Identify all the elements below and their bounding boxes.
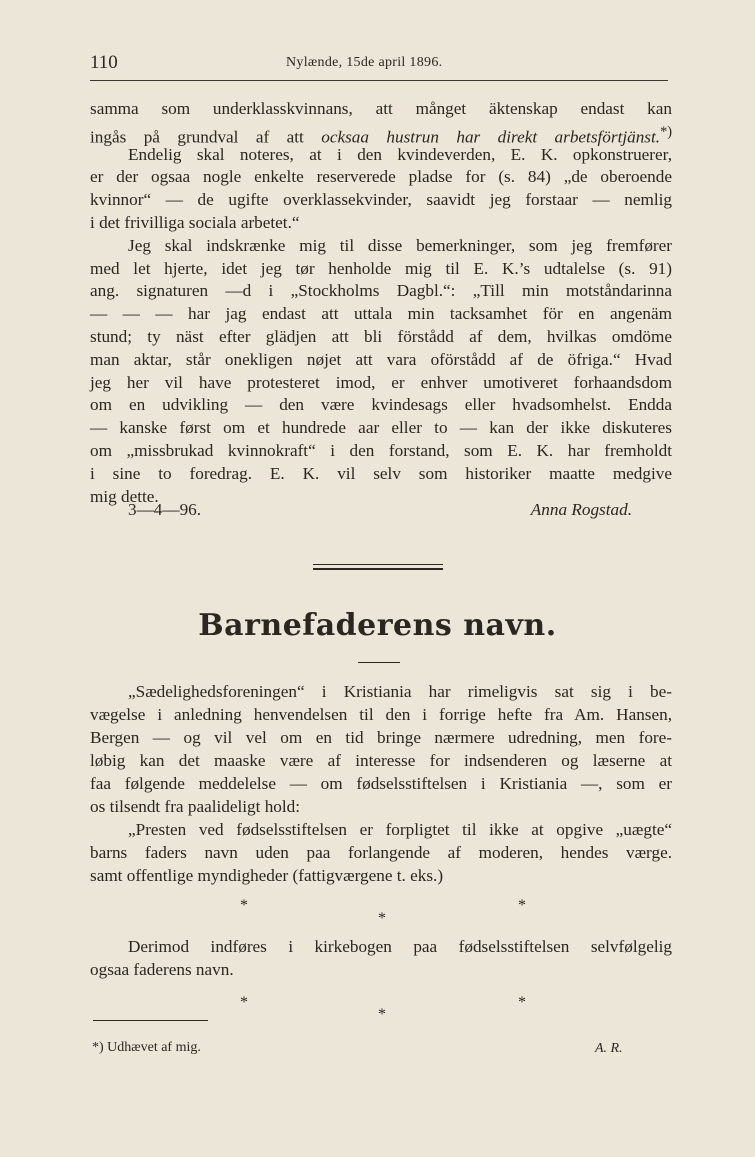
text-line: kvinnor“ — de ugifte overklassekvinder, saavidt jeg forstaar — nemlig — [90, 190, 672, 210]
footnote-rule — [93, 1020, 208, 1021]
text-line: — — — har jag endast att uttala min tacksamhet för en angenäm — [90, 304, 672, 324]
article-1-body — [90, 98, 672, 508]
text-line: i det frivilliga sociala arbetet.“ — [90, 212, 300, 232]
text-line: ang. signaturen —d i „Stockholms Dagbl.“: „Till min motståndarinna — [90, 281, 672, 301]
section-divider-thick — [313, 568, 443, 570]
text-line: Bergen — og vil vel om en tid bringe nærmere udredning, men fore- — [90, 728, 672, 747]
text-line: — kanske først om et hundrede aar eller to — kan der ikke diskuteres — [90, 418, 672, 438]
footnote-text: *) Udhævet af mig. — [92, 1040, 201, 1055]
title-rule — [358, 662, 400, 663]
text-line: stund; ty näst efter glädjen att bli förstådd af dem, hvilkas omdöme — [90, 326, 672, 346]
text-line: „Presten ved fødselsstiftelsen er forpligtet til ikke at opgive „uægte“ — [128, 820, 672, 839]
text-line: samma som underklasskvinnans, att månget äktenskap endast kan — [90, 99, 672, 118]
text-line: om „missbrukad kvinnokraft“ i den forstand, som E. K. har fremholdt — [90, 440, 672, 460]
footnote-signature: A. R. — [595, 1041, 623, 1056]
asterism-star: * — [518, 994, 526, 1011]
text-line: „Sædelighedsforeningen“ i Kristiania har rimeligvis sat sig i be- — [128, 682, 672, 701]
asterism-star: * — [240, 897, 248, 914]
emphasis-text: ocksaa hustrun har direkt arbetsförtjänst. — [321, 127, 661, 147]
page-number: 110 — [90, 52, 118, 73]
article-2-body — [90, 680, 672, 887]
text-line: Jeg skal indskrænke mig til disse bemerkninger, som jeg fremfører — [128, 235, 672, 255]
text-line: os tilsendt fra paalideligt hold: — [90, 797, 301, 816]
article-date: 3—4—96. — [128, 500, 202, 519]
text-line: er der ogsaa nogle enkelte reserverede pladse for (s. 84) „de oberoende — [90, 167, 672, 187]
text-line: Derimod indføres i kirkebogen paa fødselsstiftelsen selvfølgelig — [128, 937, 672, 956]
text-line: man aktar, står onekligen nøjet att vara oförstådd af de öfriga.“ Hvad — [90, 349, 672, 369]
text-line: ogsaa faderens navn. — [90, 960, 234, 979]
asterism-star: * — [378, 1006, 386, 1023]
text-line: samt offentlige myndigheder (fattigværgene t. eks.) — [90, 866, 444, 885]
running-title: Nylænde, 15de april 1896. — [286, 55, 443, 70]
text-line: om en udvikling — den være kvindesags eller hvadsomhelst. Endda — [90, 395, 672, 415]
text-line: vægelse i anledning henvendelsen til den i forrige hefte fra Am. Hansen, — [90, 705, 672, 724]
header-rule — [90, 80, 668, 81]
section-divider — [313, 564, 443, 565]
text-line: Endelig skal noteres, at i den kvindeverden, E. K. opkonstruerer, — [128, 144, 672, 164]
text-line: mig dette. — [90, 486, 159, 506]
author-signature: Anna Rogstad. — [530, 500, 632, 519]
asterism-star: * — [518, 897, 526, 914]
asterism-star: * — [378, 910, 386, 927]
text-line: faa følgende meddelelse — om fødselsstiftelsen i Kristiania —, som er — [90, 774, 672, 793]
text-line: jeg her vil have protesteret imod, er enhver umotiveret forhaandsdom — [90, 372, 672, 392]
footnote-ref: *) — [660, 123, 673, 140]
text-line: løbig kan det maaske være af interesse for indsenderen og læserne at — [90, 751, 672, 770]
text-line-emphasis: ingås på grundval af att ocksaa hustrun har direkt arbetsförtjänst.*) — [90, 123, 673, 147]
text-line: barns faders navn uden paa forlangende af moderen, hendes værge. — [90, 843, 672, 862]
article-title: Barnefaderens navn. — [198, 608, 557, 643]
text-line: i sine to foredrag. E. K. vil selv som historiker maatte medgive — [90, 463, 672, 483]
asterism-star: * — [240, 994, 248, 1011]
article-2-body-continued — [90, 935, 672, 981]
signature-row — [90, 500, 672, 524]
text-line: med let hjerte, idet jeg tør henholde mig til E. K.’s udtalelse (s. 91) — [90, 258, 672, 278]
